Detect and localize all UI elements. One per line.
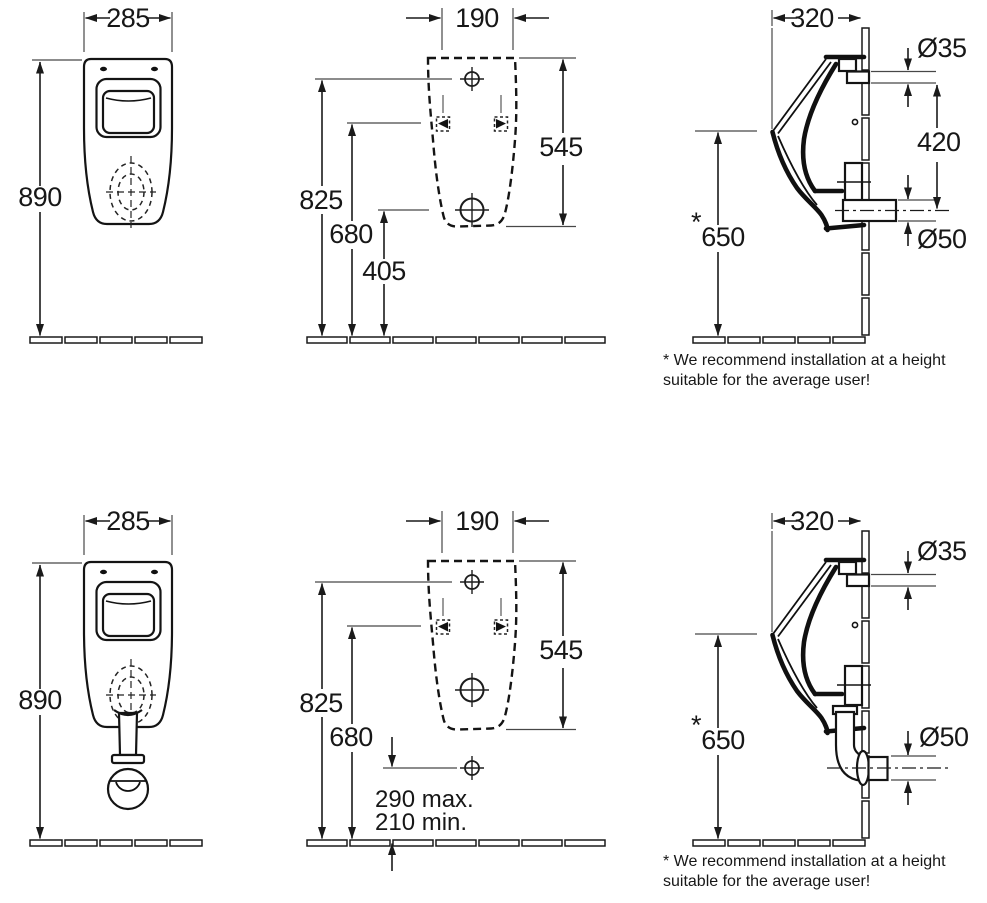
footnote-line1-bottom: * We recommend installation at a height [663,853,946,870]
dim-depth-bottom: 320 [790,506,834,536]
dim-height-front-bottom: 890 [18,685,62,715]
dim-drain-max: 290 max. [375,786,474,813]
dim-inlet-diameter-bottom: Ø35 [917,536,967,566]
dim-fixing-span-top: 545 [539,132,583,162]
dim-width-front-bottom: 285 [106,506,150,536]
asterisk-bottom: * [691,710,702,740]
dim-bolt-spacing-top: 190 [455,3,499,33]
dim-drain-min: 210 min. [375,809,468,836]
outlet-crosshair-top [455,193,489,227]
dim-height-front-top: 890 [18,182,62,212]
dim-bracket-height-bottom: 680 [329,722,373,752]
floor-drain-crosshair [460,756,484,780]
dim-rim-height-bottom: 650 [701,725,745,755]
dim-inlet-height-bottom: 825 [299,688,343,718]
asterisk-top: * [691,207,702,237]
dim-inlet-height-top: 825 [299,185,343,215]
footnote-line2-top: suitable for the average user! [663,372,871,389]
dim-width-front-top: 285 [106,3,150,33]
footnote-line1-top: * We recommend installation at a height [663,352,946,369]
dim-inlet-diameter-top: Ø35 [917,33,967,63]
top-row-drawing [30,8,936,343]
dim-outlet-diameter-bottom: Ø50 [919,722,969,752]
dim-outlet-diameter-top: Ø50 [917,224,967,254]
dim-inlet-to-outlet-top: 420 [917,127,961,157]
dim-depth-top: 320 [790,3,834,33]
footnote-line2-bottom: suitable for the average user! [663,873,871,890]
dim-fixing-span-bottom: 545 [539,635,583,665]
dim-bolt-spacing-bottom: 190 [455,506,499,536]
outlet-spigot-horizontal [835,200,951,221]
dim-bracket-height-top: 680 [329,219,373,249]
outlet-crosshair-bottom [455,673,489,707]
dim-rim-height-top: 650 [701,222,745,252]
bottom-row-drawing [30,511,936,846]
dim-outlet-height-top: 405 [362,256,406,286]
